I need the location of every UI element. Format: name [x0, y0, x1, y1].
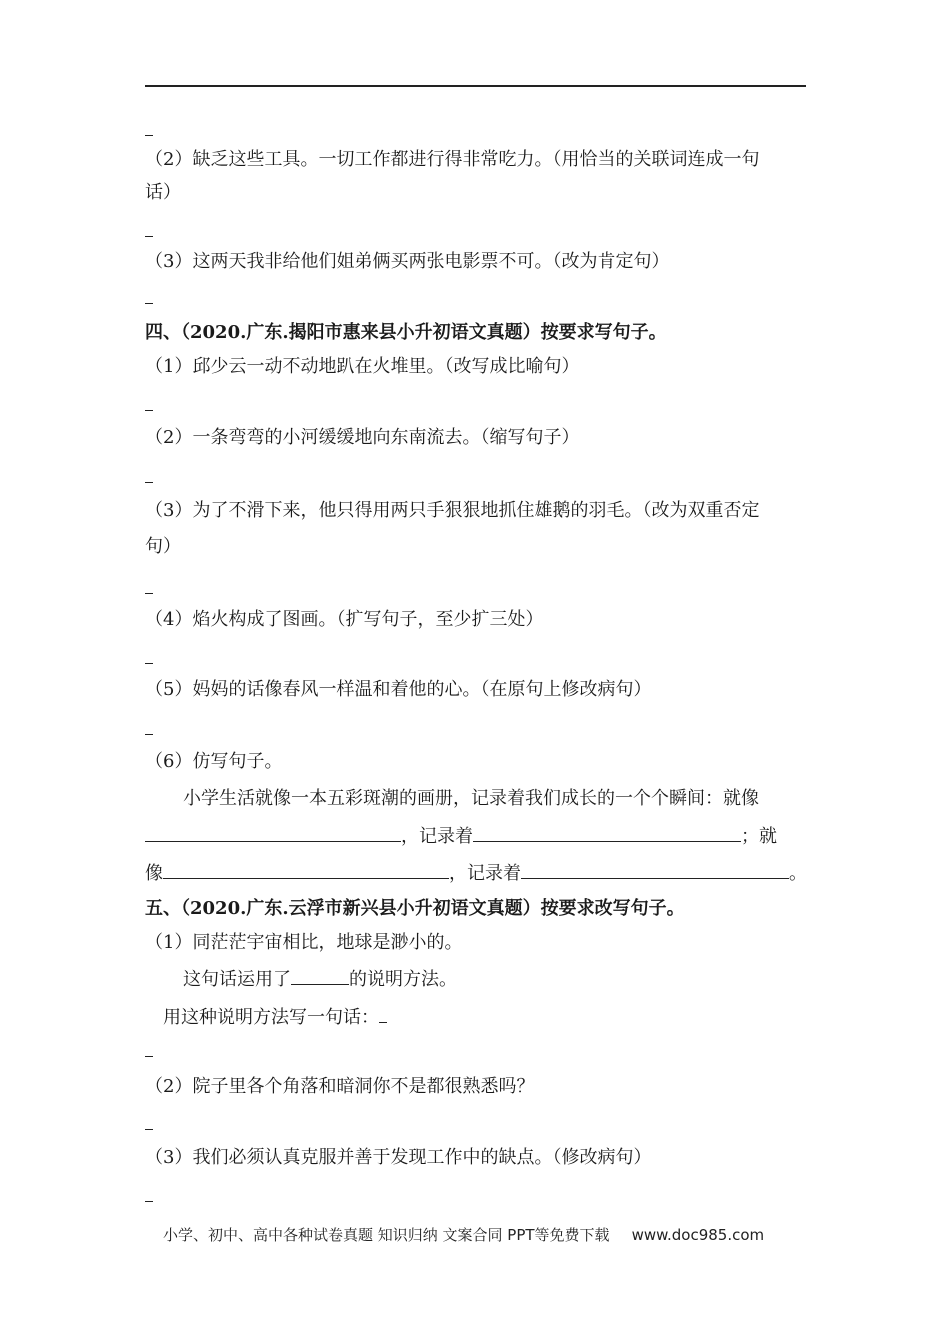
- question-s3-3: （3）这两天我非给他们姐弟俩买两张电影票不可。（改为肯定句）: [145, 251, 670, 272]
- fill-blank[interactable]: [521, 860, 789, 879]
- section-5-title: 五、（2020.广东.云浮市新兴县小升初语文真题）按要求改写句子。: [145, 898, 685, 919]
- imitation-fragment: ；就: [741, 826, 777, 847]
- question-fragment: 这句话运用了: [183, 969, 291, 990]
- question-s5-1-b: [163, 1004, 387, 1030]
- imitation-fragment: ，记录着: [449, 863, 521, 884]
- question-s4-5: （5）妈妈的话像春风一样温和着他的心。（在原句上修改病句）: [145, 679, 652, 700]
- footer-text: 小学、初中、高中各种试卷真题 知识归纳 文案合同 PPT等免费下载: [163, 1226, 610, 1244]
- question-s4-2: （2）一条弯弯的小河缓缓地向东南流去。（缩写句子）: [145, 427, 580, 448]
- fill-blank[interactable]: [145, 823, 401, 842]
- imitation-fragment: 像: [145, 863, 163, 884]
- answer-blank: [145, 1201, 153, 1202]
- answer-blank: [145, 734, 153, 735]
- imitation-line-3: [145, 860, 807, 886]
- answer-blank: [145, 663, 153, 664]
- footer-url[interactable]: www.doc985.com: [631, 1226, 765, 1244]
- question-s5-1-a: [183, 966, 457, 992]
- question-s3-2: （2）缺乏这些工具。一切工作都进行得非常吃力。（用恰当的关联词连成一句: [145, 149, 760, 170]
- question-s4-1: （1）邱少云一动不动地趴在火堆里。（改写成比喻句）: [145, 356, 580, 377]
- answer-blank: [145, 482, 153, 483]
- fill-blank[interactable]: [473, 823, 741, 842]
- answer-blank: [145, 593, 153, 594]
- fill-blank[interactable]: [379, 1004, 387, 1023]
- answer-blank: [145, 303, 153, 304]
- question-s4-3-cont: 句）: [145, 536, 181, 557]
- page-footer: [163, 1224, 764, 1246]
- answer-blank: [145, 1129, 153, 1130]
- question-s5-1: （1）同茫茫宇宙相比，地球是渺小的。: [145, 932, 463, 953]
- question-s4-3: （3）为了不滑下来，他只得用两只手狠狠地抓住雄鹅的羽毛。（改为双重否定: [145, 500, 760, 521]
- imitation-fragment: ，记录着: [401, 826, 473, 847]
- fill-blank[interactable]: [163, 860, 449, 879]
- imitation-passage: 小学生活就像一本五彩斑潮的画册，记录着我们成长的一个个瞬间：就像: [183, 788, 759, 809]
- answer-blank: [145, 410, 153, 411]
- answer-blank: [145, 135, 153, 136]
- question-s3-2-cont: 话）: [145, 182, 181, 203]
- header-rule: [145, 85, 806, 87]
- question-s5-2: （2）院子里各个角落和暗洞你不是都很熟悉吗？: [145, 1076, 535, 1097]
- answer-blank: [145, 236, 153, 237]
- question-s4-4: （4）焰火构成了图画。（扩写句子，至少扩三处）: [145, 609, 544, 630]
- question-s4-6: （6）仿写句子。: [145, 751, 283, 772]
- section-4-title: 四、（2020.广东.揭阳市惠来县小升初语文真题）按要求写句子。: [145, 322, 667, 343]
- question-fragment: 的说明方法。: [349, 969, 457, 990]
- answer-blank: [145, 1056, 153, 1057]
- question-s5-3: （3）我们必须认真克服并善于发现工作中的缺点。（修改病句）: [145, 1147, 652, 1168]
- question-fragment: 用这种说明方法写一句话：: [163, 1007, 379, 1028]
- imitation-line-2: [145, 823, 777, 849]
- imitation-fragment: 。: [789, 863, 807, 884]
- fill-blank[interactable]: [291, 966, 349, 985]
